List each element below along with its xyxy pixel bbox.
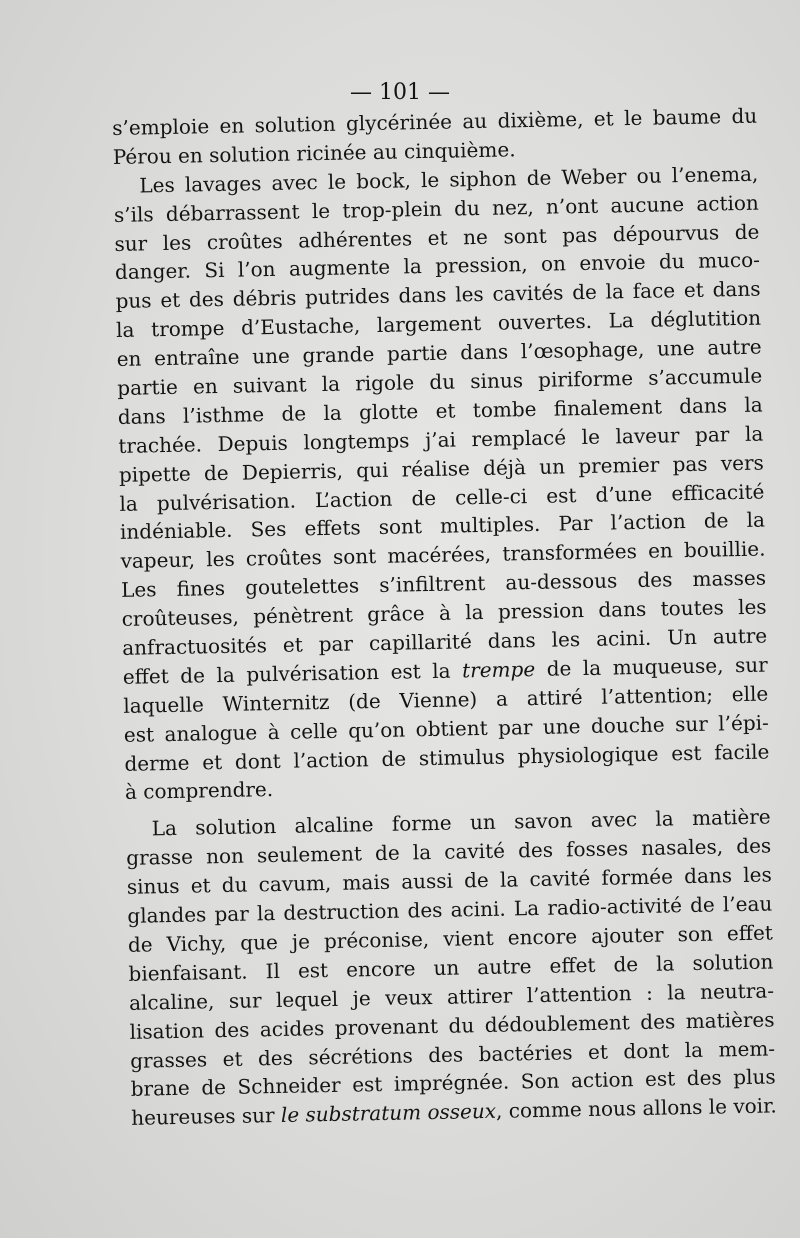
- text-line: laquelle Winternitz (de Vienne) a attiré l’attention; elle: [123, 681, 769, 718]
- text-segment: de la muqueuse, sur: [534, 652, 768, 681]
- text-line: glandes par la destruction des acini. La radio-activité de l’eau: [127, 891, 773, 928]
- text-segment: , comme nous allons le voir.: [495, 1093, 778, 1124]
- text-line: partie en suivant la rigole du sinus piriforme s’accumule: [117, 363, 763, 400]
- text-line: indéniable. Ses effets sont multiples. Par l’action de la: [119, 508, 766, 545]
- text-line: la pulvérisation. L’action de celle-ci est d’une efficacité: [119, 479, 765, 516]
- body-text: [112, 102, 776, 1133]
- text-line: s’emploie en solution glycérinée au dixième, et le baume du: [112, 103, 758, 140]
- text-line: grasses et des sécrétions des bactéries et dont la mem-: [129, 1035, 776, 1073]
- text-line: trachée. Depuis longtemps j’ai remplacé le laveur par la: [118, 421, 764, 458]
- text-line: de Vichy, que je préconise, vient encore ajouter son effet: [127, 920, 774, 957]
- page-number: — 101 —: [350, 80, 450, 105]
- text-line: Les fines goutelettes s’infiltrent au-dessous des masses: [120, 565, 767, 603]
- text-line: pipette de Depierris, qui réalise déjà un premier pas vers: [118, 450, 765, 487]
- text-line: vapeur, les croûtes sont macérées, transformées en bouillie.: [120, 536, 766, 574]
- text-line: croûteuses, pénètrent grâce à la pression dans toutes les: [121, 594, 767, 632]
- text-line: pus et des débris putrides dans les cavités de la face et dans: [115, 276, 761, 314]
- text-line: Les lavages avec le bock, le siphon de Weber ou l’enema,: [139, 161, 759, 198]
- text-segment: heureuses sur: [131, 1103, 282, 1131]
- text-line: bienfaisant. Il est encore un autre effet de la solution: [128, 949, 774, 986]
- italic-term: le substratum osseux: [280, 1099, 497, 1128]
- text-line: brane de Schneider est imprégnée. Son action est des plus: [130, 1064, 776, 1102]
- text-line: derme et dont l’action de stimulus physiologique est facile: [124, 739, 770, 776]
- text-segment: effet de la pulvérisation est la: [122, 658, 463, 689]
- text-line: lisation des acides provenant du dédoublement des matières: [129, 1007, 775, 1044]
- text-line: en entraîne une grande partie dans l’œsophage, une autre: [116, 334, 762, 372]
- text-line: s’ils débarrassent le trop-plein du nez, n’ont aucune action: [113, 190, 760, 227]
- text-line: est analogue à celle qu’on obtient par une douche sur l’épi-: [123, 710, 770, 747]
- text-line: grasse non seulement de la cavité des fosses nasales, des: [126, 833, 772, 871]
- text-line: Pérou en solution ricinée au cinquième.: [112, 137, 516, 169]
- text-line: anfractuosités et par capillarité dans les acini. Un autre: [122, 623, 768, 660]
- italic-term: trempe: [461, 656, 536, 683]
- text-line: danger. Si l’on augmente la pression, on envoie du muco-: [114, 248, 761, 285]
- text-line: la trompe d’Eustache, largement ouvertes. La déglutition: [115, 305, 762, 343]
- text-line: La solution alcaline forme un savon avec la matière: [151, 804, 771, 841]
- text-line: à comprendre.: [124, 777, 274, 805]
- text-line: dans l’isthme de la glotte et tombe finalement dans la: [117, 392, 763, 429]
- text-line: sinus et du cavum, mais aussi de la cavité formée dans les: [126, 862, 772, 900]
- text-line: alcaline, sur lequel je veux attirer l’attention : la neutra-: [128, 978, 775, 1015]
- text-line: sur les croûtes adhérentes et ne sont pas dépourvus de: [114, 219, 760, 256]
